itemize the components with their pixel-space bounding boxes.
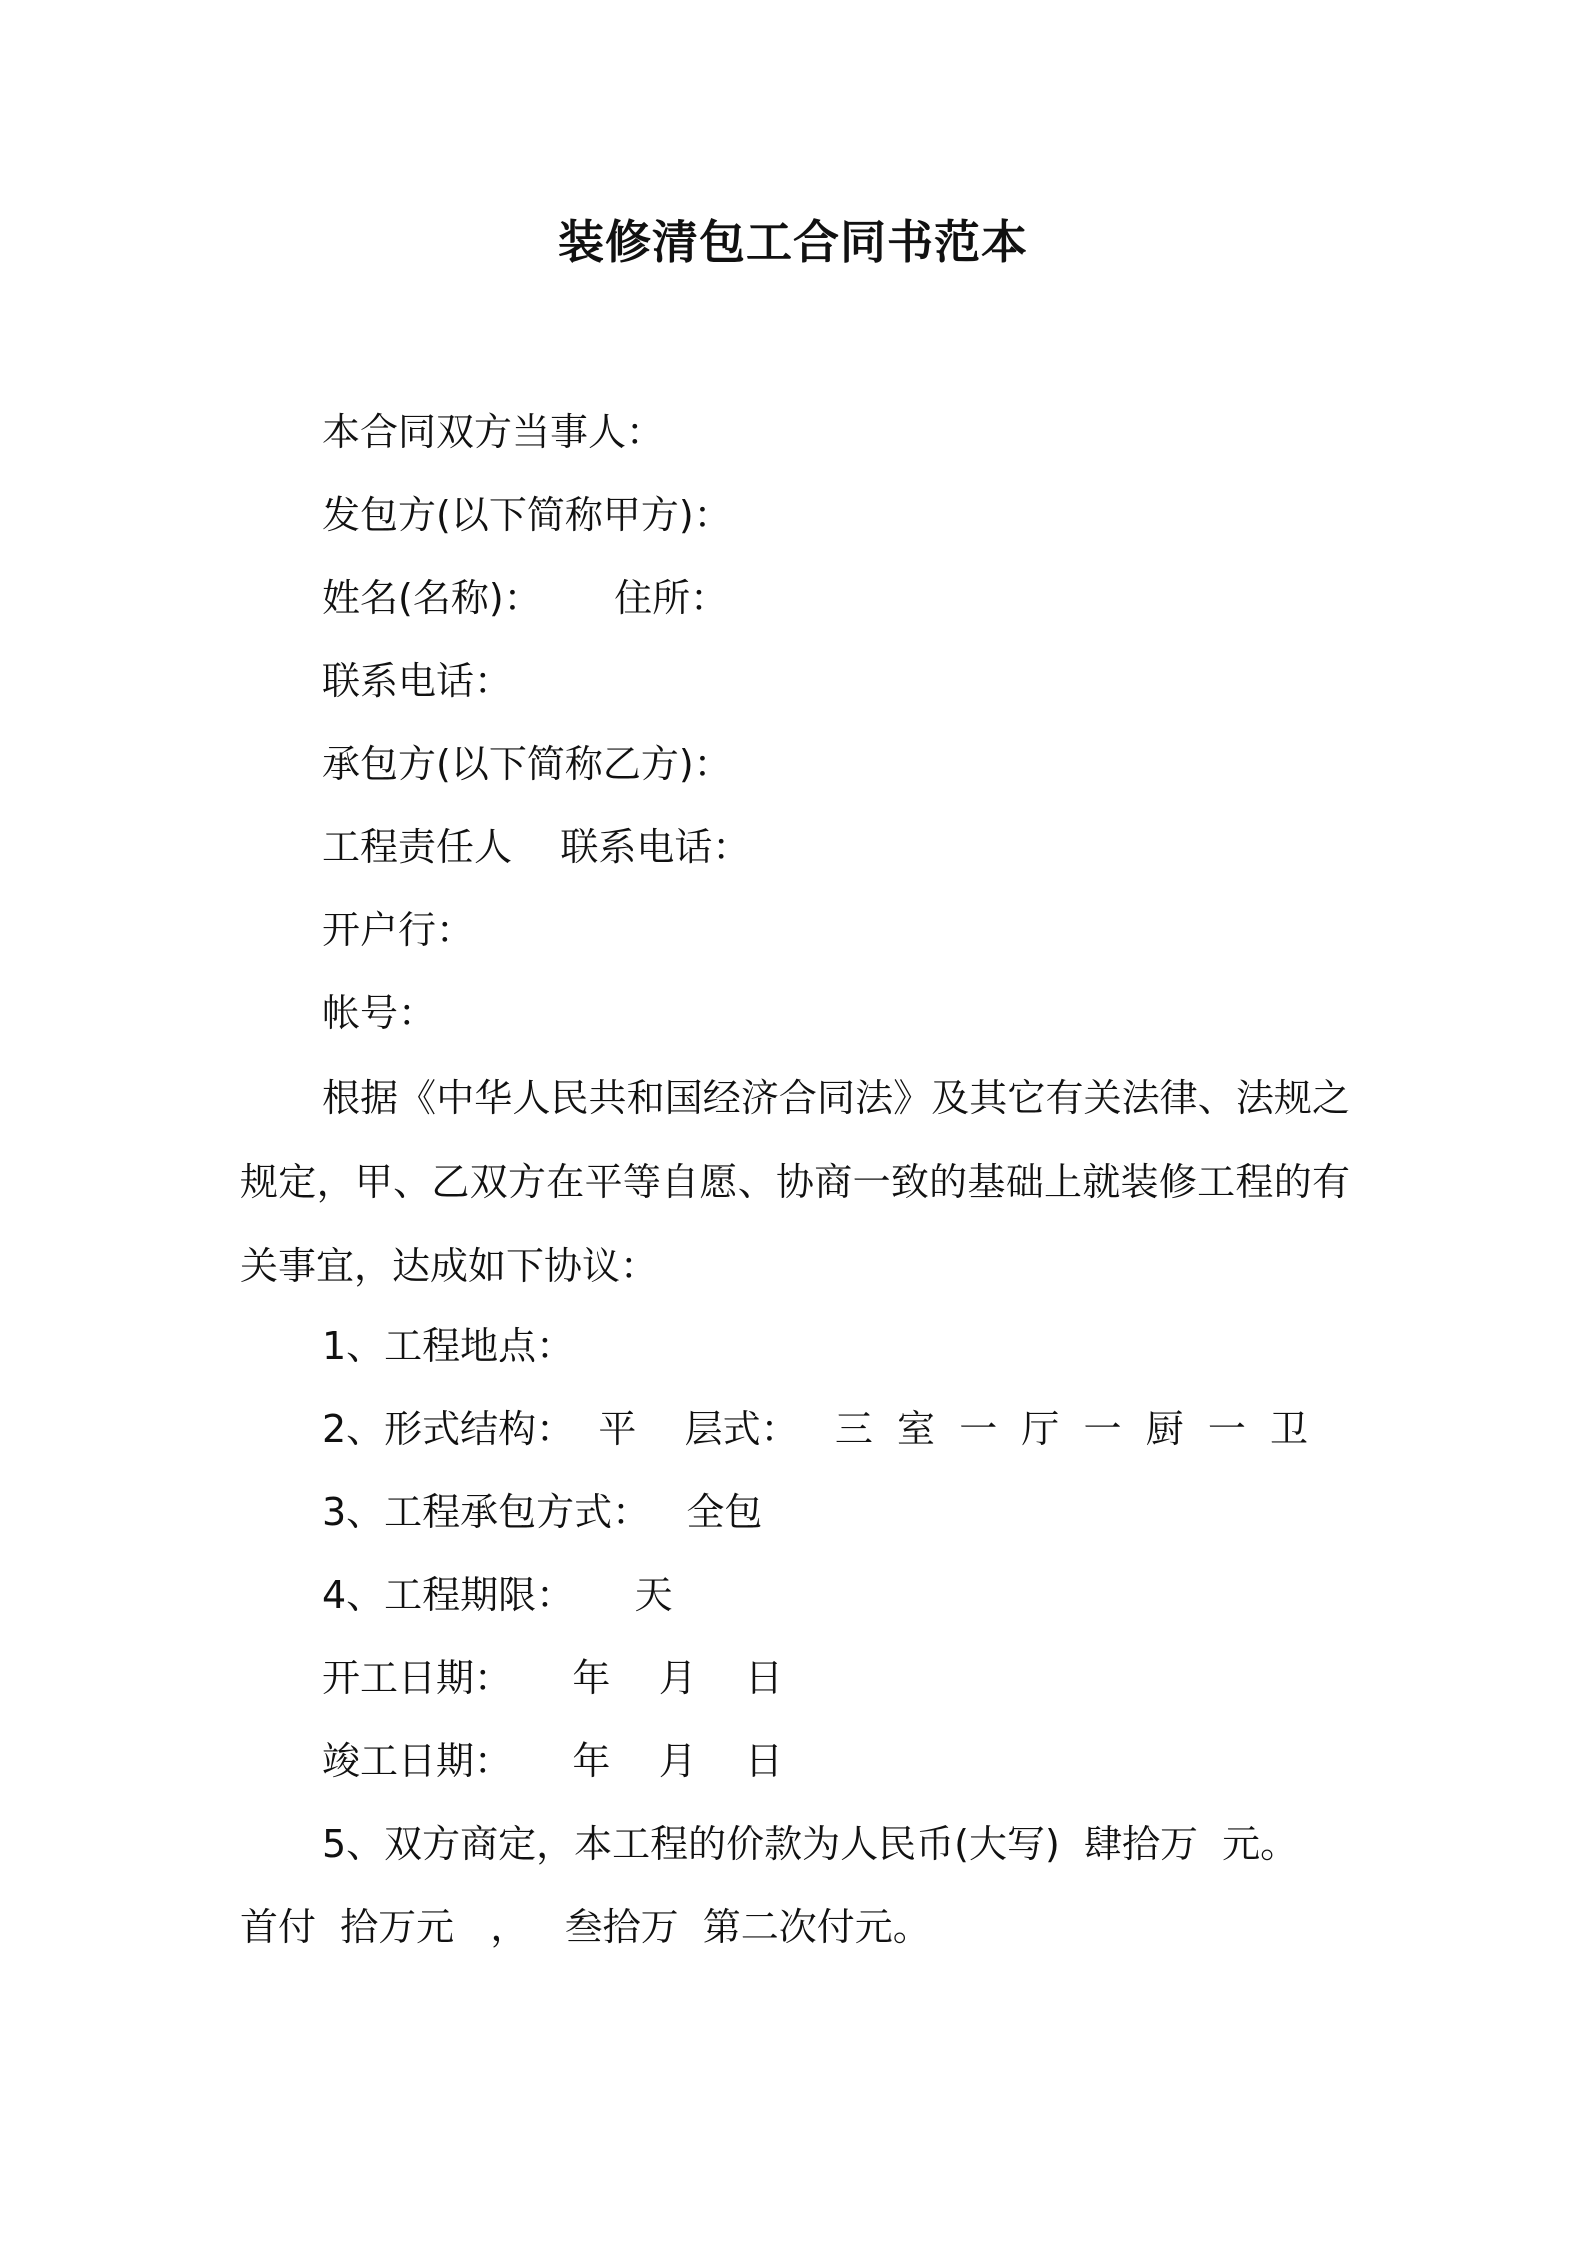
- phone-line: 联系电话：: [322, 659, 513, 703]
- party-b-line: 承包方(以下简称乙方)：: [322, 742, 732, 786]
- parties-line: 本合同双方当事人：: [322, 410, 665, 454]
- end-date-line: 竣工日期： 年 月 日: [322, 1739, 784, 1783]
- responsible-phone-line: 工程责任人 联系电话：: [322, 825, 751, 869]
- name-address-line: 姓名(名称)： 住所：: [322, 576, 729, 620]
- party-a-line: 发包方(以下简称甲方)：: [322, 493, 732, 537]
- item-5-line-1: 5、双方商定，本工程的价款为人民币(大写) 肆拾万 元。: [322, 1822, 1299, 1866]
- item-1-line: 1、工程地点：: [322, 1324, 575, 1368]
- start-date-line: 开工日期： 年 月 日: [322, 1656, 784, 1700]
- account-line: 帐号：: [322, 991, 437, 1035]
- bank-line: 开户行：: [322, 908, 475, 952]
- intro-paragraph: 根据《中华人民共和国经济合同法》及其它有关法律、法规之规定，甲、乙双方在平等自愿、协商一致的基础上就装修工程的有关事宜，达成如下协议：: [240, 1076, 1350, 1288]
- item-2-line: 2、形式结构： 平 层式： 三 室 一 厅 一 厨 一 卫: [322, 1407, 1308, 1451]
- document-title: 装修清包工合同书范本: [558, 215, 1028, 269]
- item-4-line: 4、工程期限： 天: [322, 1573, 673, 1617]
- item-3-line: 3、工程承包方式： 全包: [322, 1490, 763, 1534]
- item-5-line-2: 首付 拾万元 ， 叁拾万 第二次付元。: [240, 1905, 931, 1949]
